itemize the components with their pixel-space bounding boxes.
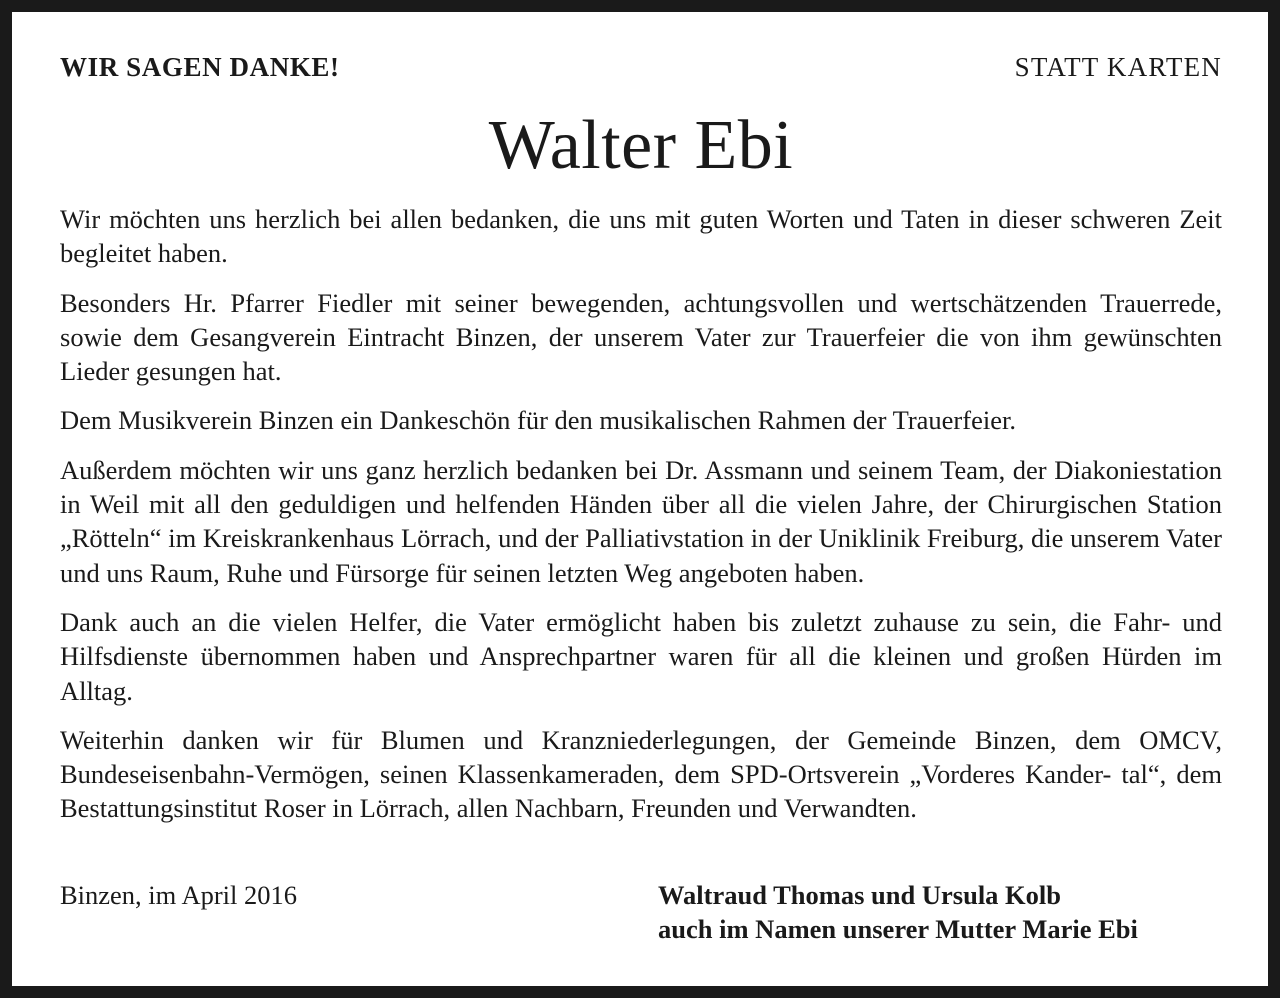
paragraph-pastor: Besonders Hr. Pfarrer Fiedler mit seiner bewegenden, achtungsvollen und wertschätzenden Trauerrede, sowie dem Gesangverein Eintracht Binzen, der unserem Vater zur Trauerfeier die von ihm gewünschten Lieder gesungen hat. (60, 287, 1222, 387)
paragraph-music-club: Dem Musikverein Binzen ein Dankeschön für den musikalischen Rahmen der Trauerfeier. (60, 405, 1016, 436)
signers (658, 878, 1138, 947)
notice-body (60, 202, 1222, 841)
notice-card (12, 12, 1268, 986)
paragraph-care: Außerdem möchten wir uns ganz herzlich bedanken bei Dr. Assmann und seinem Team, der Diakoniestation in Weil mit all den geduldigen und helfenden Händen über all die vielen Jahre, der Chirurgischen Station „Rötteln“ im Kreiskrankenhaus Lörrach, und der Palliativstation in der Uniklinik Freiburg, die unserem Vater und uns Raum, Ruhe und Fürsorge für seinen letzten Weg angeboten haben. (60, 454, 1222, 588)
signers-mother: auch im Namen unserer Mutter Marie Ebi (658, 914, 1138, 945)
notice-header (60, 52, 1222, 92)
signers-names: Waltraud Thomas und Ursula Kolb (658, 880, 1062, 910)
paragraph-intro: Wir möchten uns herzlich bei allen bedanken, die uns mit guten Worten und Taten in dieser schweren Zeit begleitet haben. (60, 204, 1222, 269)
paragraph-flowers: Weiterhin danken wir für Blumen und Kranzniederlegungen, der Gemeinde Binzen, dem OMCV, Bundeseisenbahn-Vermögen, seinen Klassenkameraden, dem SPD-Ortsverein „Vorderes Kander- tal“, dem Bestattungsinstitut Roser in Lörrach, allen Nachbarn, Freunden und Verwandten. (60, 724, 1222, 824)
place-date: Binzen, im April 2016 (60, 880, 298, 910)
paragraph-helpers: Dank auch an die vielen Helfer, die Vater ermöglicht haben bis zuletzt zuhause zu sein, die Fahr- und Hilfsdienste übernommen haben und Ansprechpartner waren für all die kleinen und großen Hürden im Alltag. (60, 606, 1222, 706)
deceased-name: Walter Ebi (488, 107, 794, 184)
thank-you-heading: WIR SAGEN DANKE! (60, 52, 340, 82)
statt-karten-label: STATT KARTEN (1014, 52, 1222, 82)
